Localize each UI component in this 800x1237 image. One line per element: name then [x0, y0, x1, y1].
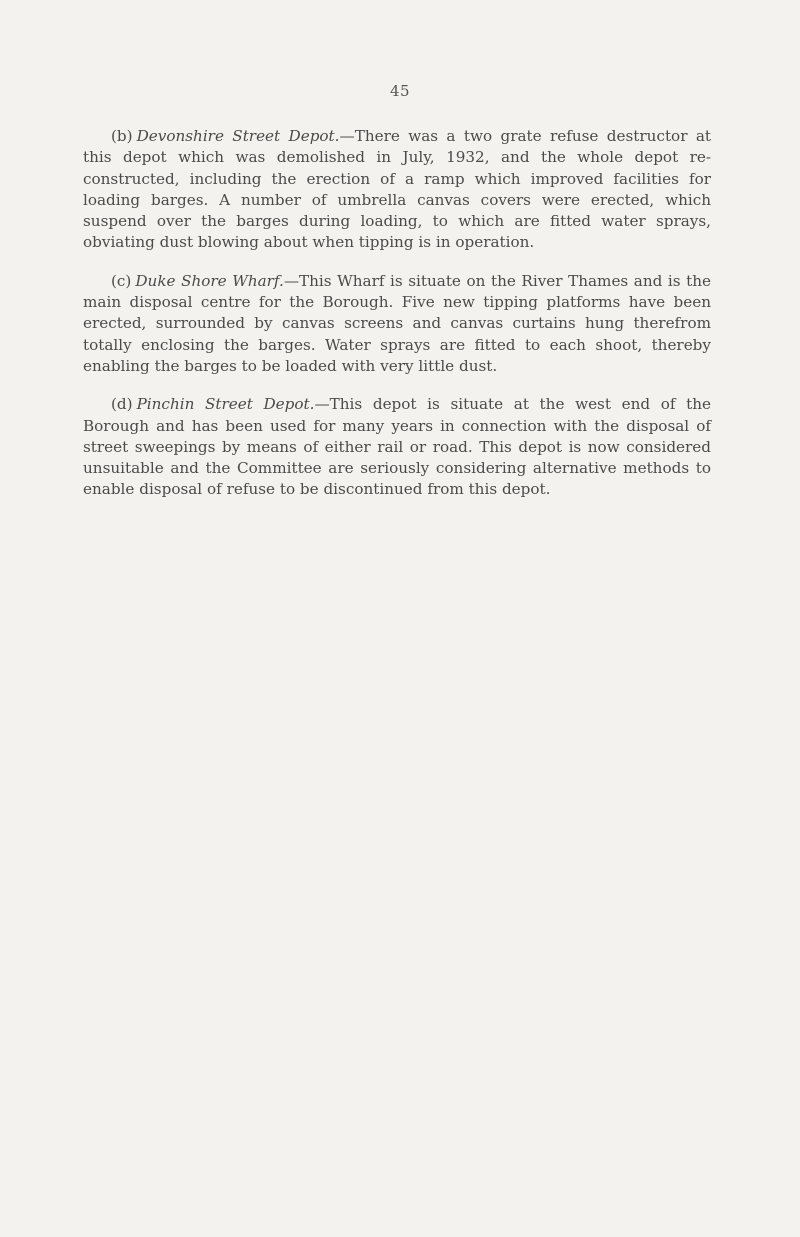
- paragraph-marker: (c): [111, 271, 132, 290]
- paragraph-text: —This Wharf is situate on the River Thames and is the main disposal centre for the Borough. Five new tipping platforms have been erected, surrounded by canvas screens and canvas curtains hung therefrom totally enclosing the barges. Water sprays are fitted to each shoot, thereby enabling the barges to be loaded with very little dust.: [83, 271, 711, 375]
- paragraph-devonshire-street-depot: [83, 126, 711, 254]
- paragraph-text: —This depot is situate at the west end of the Borough and has been used for many years in connection with the disposal of street sweepings by means of either rail or road. This depot is now considered unsuitable and the Committee are seriously considering alternative methods to enable disposal of refuse to be discontinued from this depot.: [83, 395, 711, 499]
- paragraph-heading: Devonshire Street Depot.: [136, 127, 340, 145]
- paragraph-heading: Duke Shore Wharf.: [135, 271, 284, 290]
- body-text: [83, 126, 711, 518]
- paragraph-text: —There was a two grate refuse destructor at this depot which was demolished in July, 1932, and the whole depot re-constructed, including the erection of a ramp which improved facilities for loading barges. A number of umbrella canvas covers were erected, which suspend over the barges during loading, to which are fitted water sprays, obviating dust blowing about when tipping is in operation.: [83, 127, 711, 252]
- paragraph-marker: (d): [111, 395, 133, 414]
- paragraph-marker: (b): [111, 127, 133, 145]
- paragraph-duke-shore-wharf: [83, 271, 711, 377]
- paragraph-heading: Pinchin Street Depot.: [136, 395, 315, 414]
- page-number: 45: [389, 82, 411, 100]
- paragraph-pinchin-street-depot: [83, 394, 711, 500]
